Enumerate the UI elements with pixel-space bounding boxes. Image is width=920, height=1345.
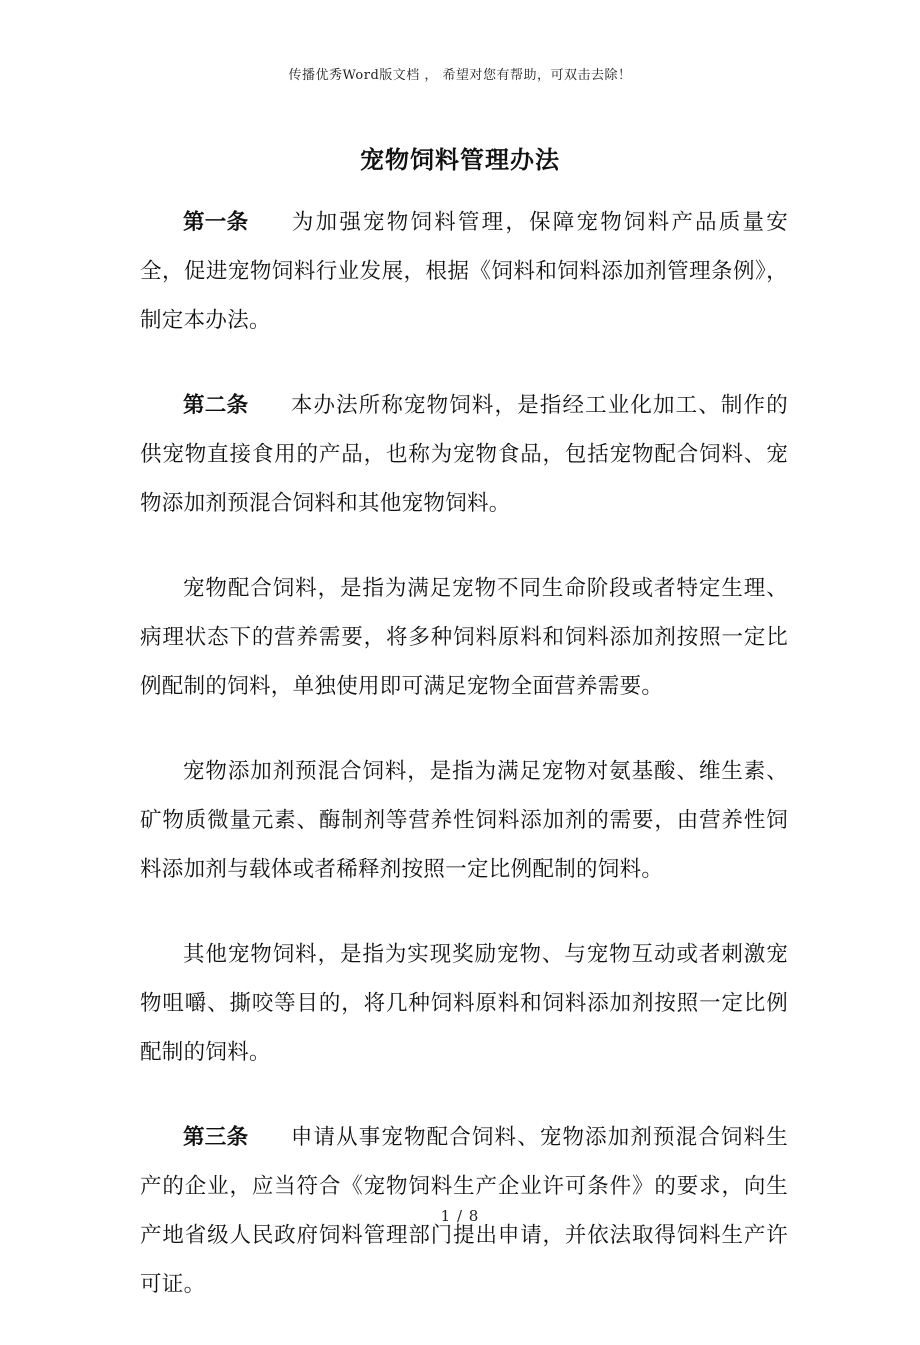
paragraph-article-1	[140, 198, 788, 345]
paragraph-text: 宠物配合饲料，是指为满足宠物不同生命阶段或者特定生理、病理状态下的营养需要，将多种饲料原料和饲料添加剂按照一定比例配制的饲料，单独使用即可满足宠物全面营养需要。	[140, 576, 788, 699]
header-note: 传播优秀Word版文档 ， 希望对您有帮助，可双击去除！	[288, 68, 632, 83]
paragraph-text: 为加强宠物饲料管理，保障宠物饲料产品质量安全，促进宠物饲料行业发展，根据《饲料和饲料添加剂管理条例》，制定本办法。	[140, 210, 788, 333]
paragraph-text: 本办法所称宠物饲料，是指经工业化加工、制作的供宠物直接食用的产品，也称为宠物食品，包括宠物配合饲料、宠物添加剂预混合饲料和其他宠物饲料。	[140, 393, 788, 516]
paragraph-article-2	[140, 381, 788, 528]
article-number: 第一条	[183, 210, 249, 235]
paragraph-text: 宠物添加剂预混合饲料，是指为满足宠物对氨基酸、维生素、矿物质微量元素、酶制剂等营养性饲料添加剂的需要，由营养性饲料添加剂与载体或者稀释剂按照一定比例配制的饲料。	[140, 759, 788, 882]
article-number: 第三条	[183, 1125, 249, 1150]
page-title: 宠物饲料管理办法	[360, 145, 560, 174]
paragraph-compound-feed	[140, 564, 788, 711]
paragraph-text: 申请从事宠物配合饲料、宠物添加剂预混合饲料生产的企业，应当符合《宠物饲料生产企业许可条件》的要求，向生产地省级人民政府饲料管理部门提出申请，并依法取得饲料生产许可证。	[140, 1125, 788, 1297]
document-body	[140, 198, 788, 1345]
paragraph-premix-feed	[140, 747, 788, 894]
article-number: 第二条	[183, 393, 249, 418]
paragraph-text: 其他宠物饲料，是指为实现奖励宠物、与宠物互动或者刺激宠物咀嚼、撕咬等目的，将几种饲料原料和饲料添加剂按照一定比例配制的饲料。	[140, 942, 788, 1065]
page-number: 1 / 8	[440, 1207, 480, 1225]
paragraph-other-feed	[140, 930, 788, 1077]
